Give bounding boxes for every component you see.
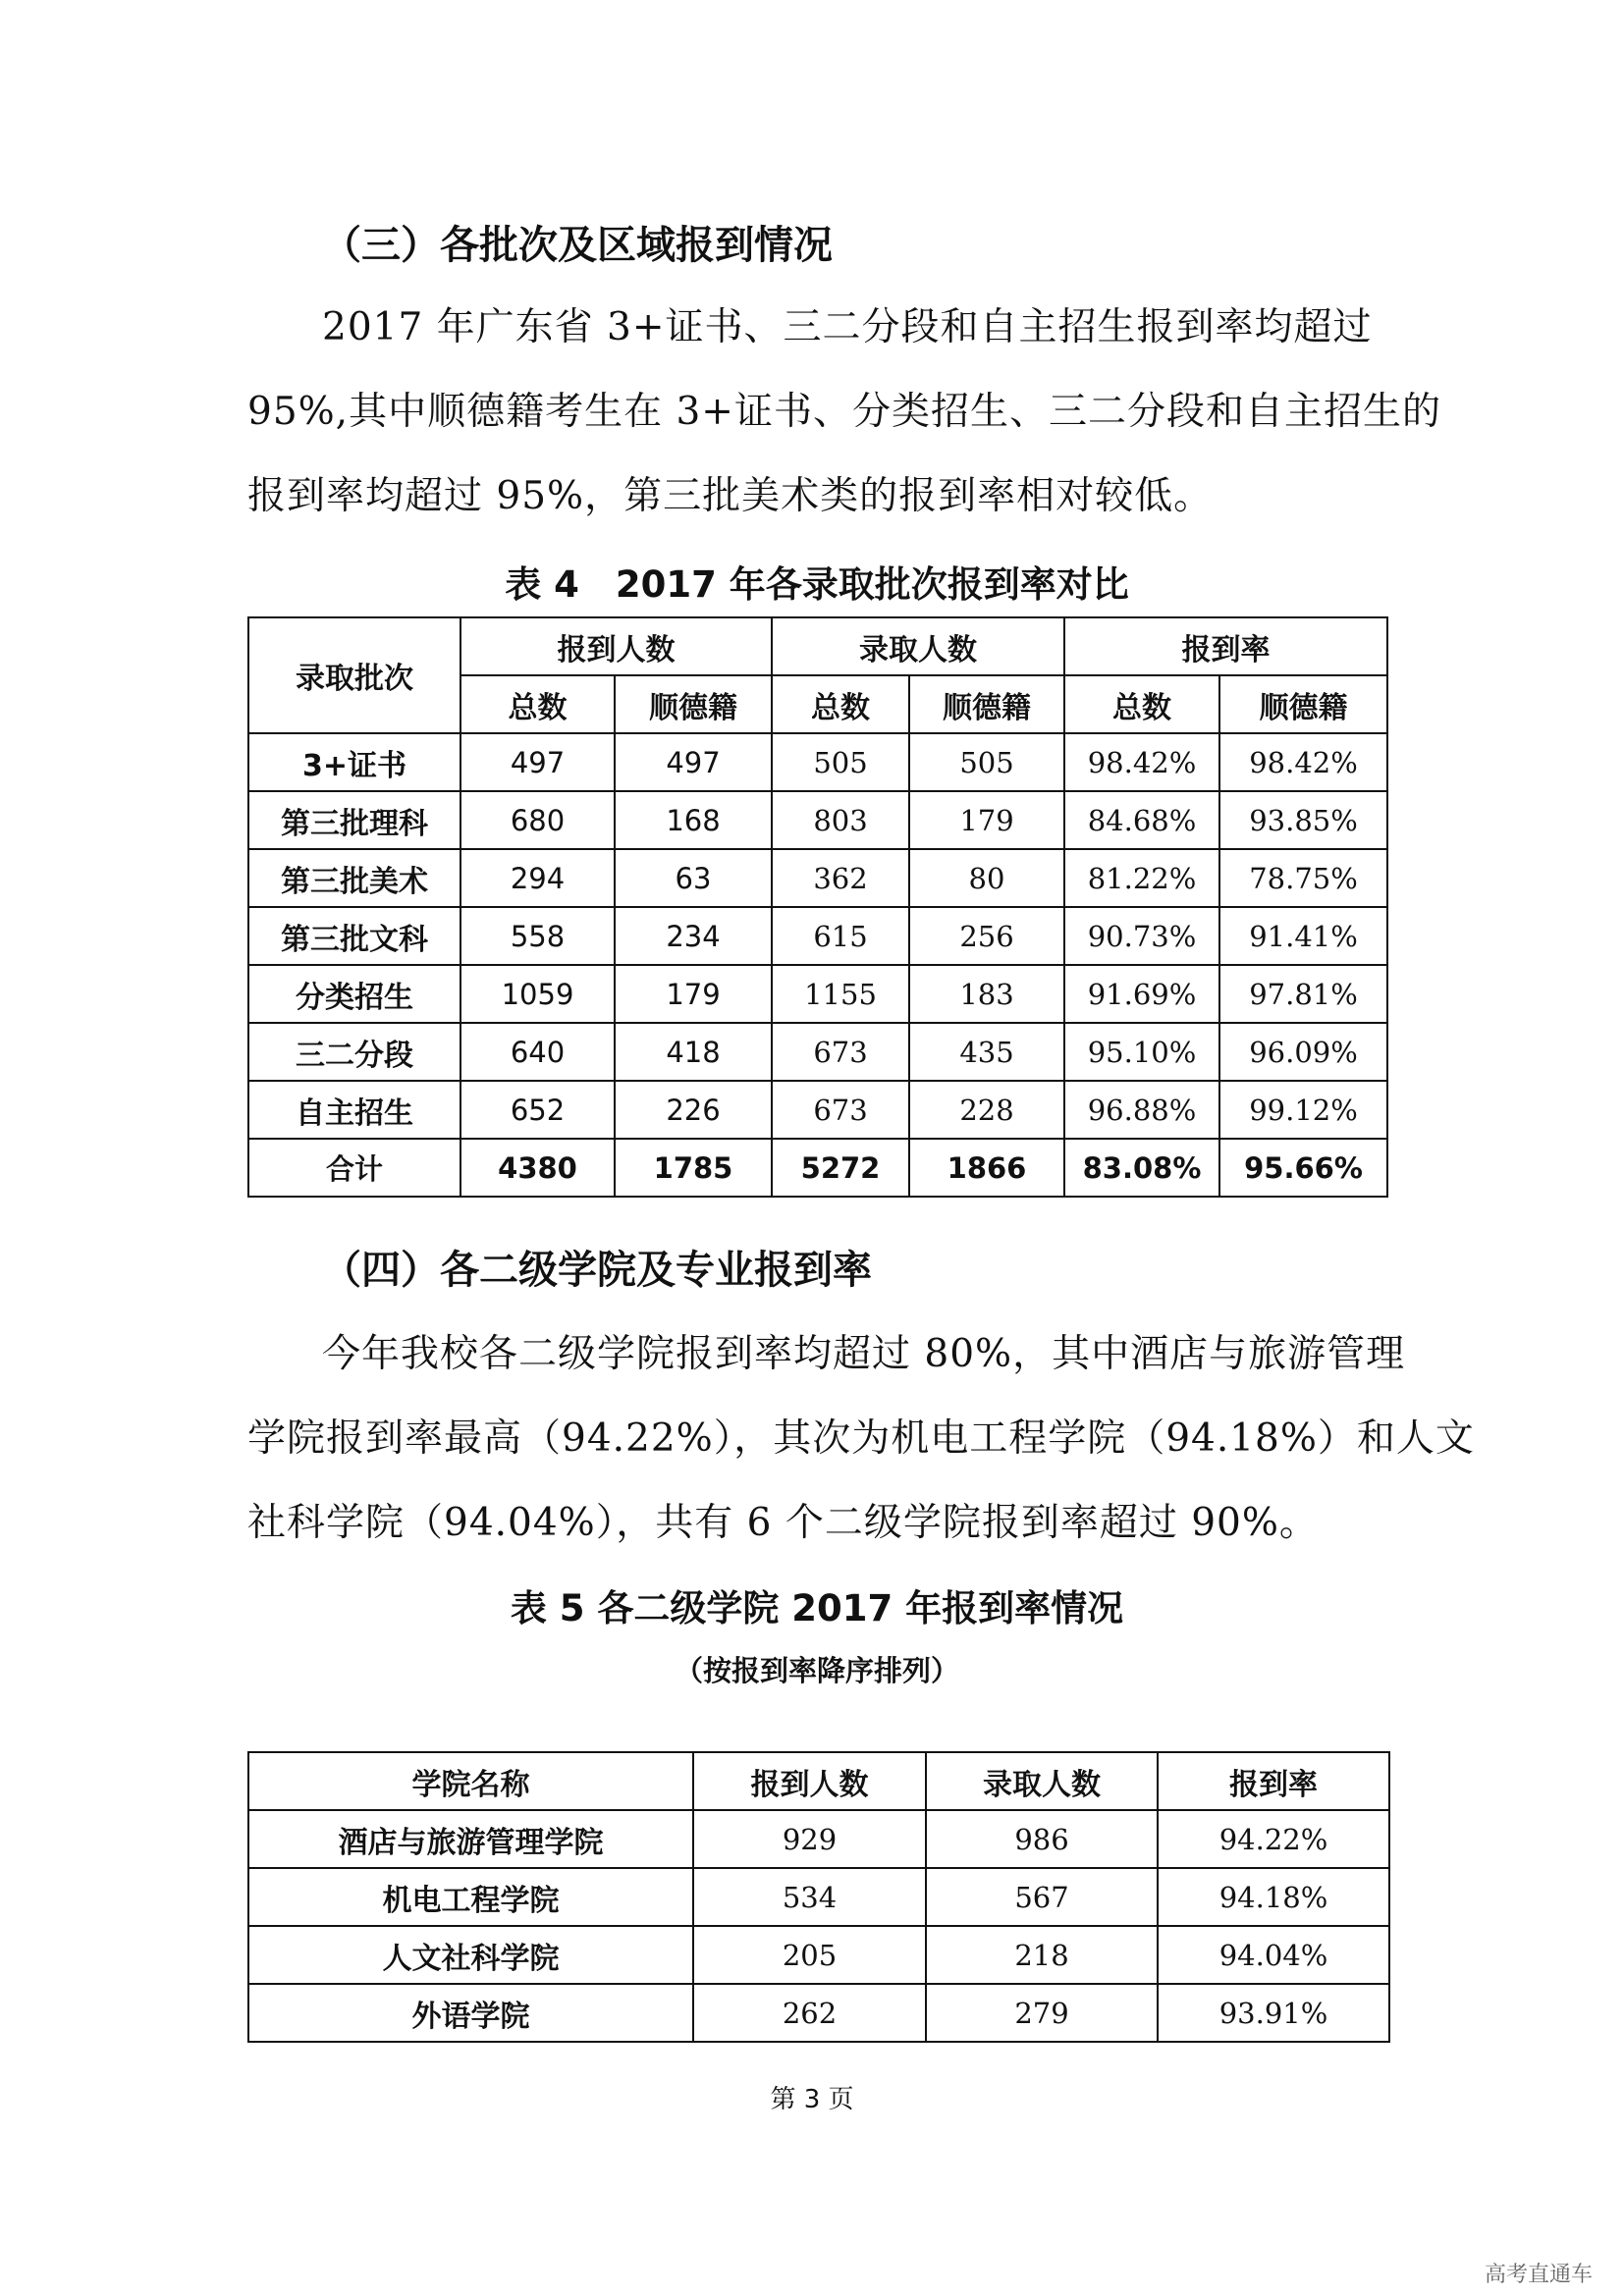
table-cell: 63 <box>615 849 772 907</box>
section-3-title: （三）各批次及区域报到情况 <box>322 223 833 268</box>
table-cell: 218 <box>926 1926 1158 1984</box>
row-label: 第三批美术 <box>248 849 460 907</box>
subheader-cell: 顺德籍 <box>909 675 1064 733</box>
section-4-line-1: 今年我校各二级学院报到率均超过 80%，其中酒店与旅游管理 <box>322 1332 1406 1376</box>
table-row <box>248 1868 1389 1926</box>
section-3-line-3: 报到率均超过 95%，第三批美术类的报到率相对较低。 <box>247 474 1214 518</box>
table-cell: 183 <box>909 965 1064 1023</box>
table-cell: 497 <box>460 733 615 791</box>
table-cell: 362 <box>772 849 909 907</box>
table-cell: 418 <box>615 1023 772 1081</box>
table-cell: 1155 <box>772 965 909 1023</box>
table-row <box>248 1023 1387 1081</box>
table-4-caption: 表 4 2017 年各录取批次报到率对比 <box>505 563 1129 606</box>
table-cell: 80 <box>909 849 1064 907</box>
table-cell: 929 <box>693 1810 926 1868</box>
table-cell: 558 <box>460 907 615 965</box>
table-cell: 95.10% <box>1064 1023 1219 1081</box>
table-cell: 94.22% <box>1158 1810 1389 1868</box>
table-cell: 673 <box>772 1023 909 1081</box>
table-cell: 1059 <box>460 965 615 1023</box>
table-total-row <box>248 1139 1387 1197</box>
table-4 <box>247 616 1388 1198</box>
table-cell: 615 <box>772 907 909 965</box>
header-college: 学院名称 <box>248 1752 693 1810</box>
table-4-header-row <box>248 617 1387 675</box>
table-cell: 93.91% <box>1158 1984 1389 2042</box>
table-cell: 81.22% <box>1064 849 1219 907</box>
subheader-cell: 总数 <box>772 675 909 733</box>
total-cell: 95.66% <box>1219 1139 1387 1197</box>
row-label: 外语学院 <box>248 1984 693 2042</box>
table-cell: 534 <box>693 1868 926 1926</box>
table-5-caption: 表 5 各二级学院 2017 年报到率情况 <box>510 1587 1124 1629</box>
row-label: 第三批文科 <box>248 907 460 965</box>
header-admitted: 录取人数 <box>926 1752 1158 1810</box>
table-cell: 97.81% <box>1219 965 1387 1023</box>
table-cell: 99.12% <box>1219 1081 1387 1139</box>
table-5-subcaption: （按报到率降序排列） <box>674 1654 959 1687</box>
total-cell: 1785 <box>615 1139 772 1197</box>
table-row <box>248 791 1387 849</box>
watermark: 高考直通车 <box>1485 2263 1594 2287</box>
table-row <box>248 1984 1389 2042</box>
table-row <box>248 733 1387 791</box>
subheader-cell: 总数 <box>1064 675 1219 733</box>
table-cell: 98.42% <box>1064 733 1219 791</box>
table-cell: 256 <box>909 907 1064 965</box>
total-label: 合计 <box>248 1139 460 1197</box>
row-label: 机电工程学院 <box>248 1868 693 1926</box>
table-row <box>248 965 1387 1023</box>
subheader-cell: 总数 <box>460 675 615 733</box>
table-cell: 94.04% <box>1158 1926 1389 1984</box>
table-cell: 279 <box>926 1984 1158 2042</box>
table-cell: 803 <box>772 791 909 849</box>
row-label: 人文社科学院 <box>248 1926 693 1984</box>
table-cell: 294 <box>460 849 615 907</box>
row-label: 自主招生 <box>248 1081 460 1139</box>
header-rate: 报到率 <box>1064 617 1387 675</box>
section-3-line-1: 2017 年广东省 3+证书、三二分段和自主招生报到率均超过 <box>322 305 1373 349</box>
row-label: 酒店与旅游管理学院 <box>248 1810 693 1868</box>
table-cell: 94.18% <box>1158 1868 1389 1926</box>
section-4-title: （四）各二级学院及专业报到率 <box>322 1248 872 1293</box>
table-cell: 986 <box>926 1810 1158 1868</box>
table-5-header-row <box>248 1752 1389 1810</box>
row-label: 三二分段 <box>248 1023 460 1081</box>
table-cell: 262 <box>693 1984 926 2042</box>
table-cell: 91.69% <box>1064 965 1219 1023</box>
section-3-line-2: 95%,其中顺德籍考生在 3+证书、分类招生、三二分段和自主招生的 <box>247 390 1441 434</box>
table-cell: 505 <box>909 733 1064 791</box>
table-5 <box>247 1751 1390 2043</box>
header-admitted: 录取人数 <box>772 617 1064 675</box>
table-cell: 84.68% <box>1064 791 1219 849</box>
subheader-cell: 顺德籍 <box>615 675 772 733</box>
header-reported: 报到人数 <box>460 617 772 675</box>
table-cell: 234 <box>615 907 772 965</box>
page-number: 第 3 页 <box>770 2085 854 2114</box>
table-row <box>248 1081 1387 1139</box>
table-cell: 505 <box>772 733 909 791</box>
table-cell: 78.75% <box>1219 849 1387 907</box>
table-cell: 98.42% <box>1219 733 1387 791</box>
table-cell: 673 <box>772 1081 909 1139</box>
section-4-line-3: 社科学院（94.04%），共有 6 个二级学院报到率超过 90%。 <box>247 1501 1319 1545</box>
table-row <box>248 849 1387 907</box>
table-row <box>248 907 1387 965</box>
row-label: 第三批理科 <box>248 791 460 849</box>
total-cell: 83.08% <box>1064 1139 1219 1197</box>
table-row <box>248 1810 1389 1868</box>
subheader-cell: 顺德籍 <box>1219 675 1387 733</box>
table-cell: 226 <box>615 1081 772 1139</box>
table-row <box>248 1926 1389 1984</box>
table-cell: 168 <box>615 791 772 849</box>
table-cell: 96.09% <box>1219 1023 1387 1081</box>
table-cell: 435 <box>909 1023 1064 1081</box>
header-batch: 录取批次 <box>248 617 460 733</box>
table-cell: 497 <box>615 733 772 791</box>
table-cell: 91.41% <box>1219 907 1387 965</box>
section-4-line-2: 学院报到率最高（94.22%），其次为机电工程学院（94.18%）和人文 <box>247 1416 1475 1461</box>
table-cell: 228 <box>909 1081 1064 1139</box>
header-reported: 报到人数 <box>693 1752 926 1810</box>
header-rate: 报到率 <box>1158 1752 1389 1810</box>
total-cell: 5272 <box>772 1139 909 1197</box>
row-label: 分类招生 <box>248 965 460 1023</box>
table-cell: 680 <box>460 791 615 849</box>
table-cell: 90.73% <box>1064 907 1219 965</box>
table-cell: 96.88% <box>1064 1081 1219 1139</box>
table-cell: 652 <box>460 1081 615 1139</box>
total-cell: 4380 <box>460 1139 615 1197</box>
total-cell: 1866 <box>909 1139 1064 1197</box>
table-cell: 179 <box>909 791 1064 849</box>
table-cell: 567 <box>926 1868 1158 1926</box>
table-cell: 205 <box>693 1926 926 1984</box>
table-cell: 179 <box>615 965 772 1023</box>
table-cell: 640 <box>460 1023 615 1081</box>
table-cell: 93.85% <box>1219 791 1387 849</box>
row-label: 3+证书 <box>248 733 460 791</box>
